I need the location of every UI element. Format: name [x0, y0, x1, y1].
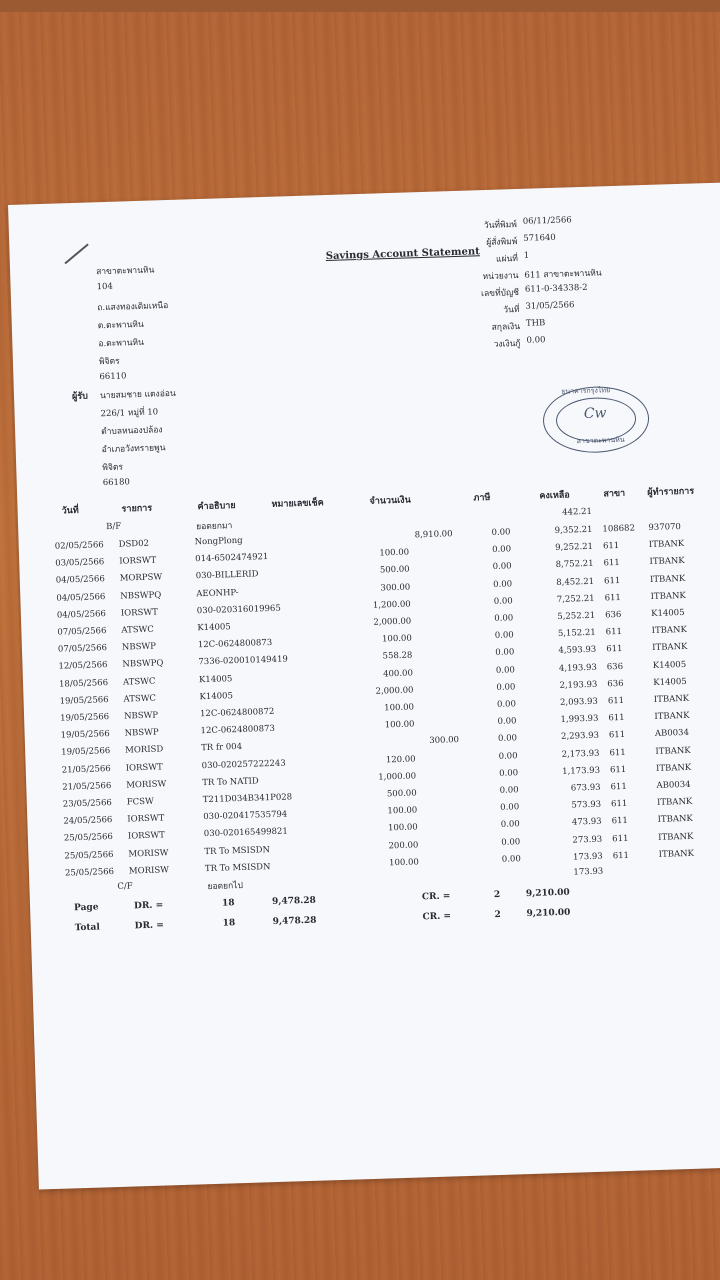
meta-value: 31/05/2566: [525, 300, 575, 312]
row-debit: 2,000.00: [375, 685, 414, 697]
row-tax: 0.00: [500, 802, 520, 814]
row-desc: AEONHP-: [196, 587, 239, 599]
row-debit: 400.00: [383, 668, 414, 680]
row-desc: K14005: [198, 673, 233, 685]
recipient-line-4: อำเภอวังทรายพูน: [101, 443, 166, 456]
summary-cr-label: CR. =: [421, 891, 451, 903]
row-tax: 0.00: [500, 819, 520, 831]
row-teller: ITBANK: [653, 693, 690, 705]
summary-label: Page: [73, 902, 99, 914]
meta-label: วันที่พิมพ์: [483, 220, 518, 232]
row-teller: ITBANK: [650, 590, 686, 602]
row-code: MORISD: [125, 744, 164, 756]
row-teller: ITBANK: [658, 831, 694, 843]
meta-value: 0.00: [526, 335, 546, 346]
row-debit: 100.00: [387, 805, 418, 817]
row-balance: 9,252.21: [555, 541, 594, 554]
row-teller: ITBANK: [649, 556, 685, 568]
row-code: ATSWC: [122, 676, 156, 688]
row-date: 19/05/2566: [61, 746, 111, 758]
row-debit: 100.00: [384, 702, 415, 714]
row-desc: 12C-0624800873: [200, 724, 276, 737]
statement-title: Savings Account Statement: [325, 246, 480, 263]
row-date: 07/05/2566: [57, 626, 107, 638]
row-branch: 611: [610, 781, 627, 793]
row-teller: AB0034: [656, 779, 691, 791]
row-teller: ITBANK: [652, 642, 688, 654]
bf-desc: ยอดยกมา: [196, 521, 233, 533]
row-desc: NongPlong: [194, 535, 243, 548]
summary-cr-label: CR. =: [422, 911, 452, 923]
cf-desc: ยอดยกไป: [207, 880, 244, 893]
row-branch: 611: [607, 695, 625, 707]
summary-dr-count: 18: [222, 918, 236, 929]
row-debit: 2,000.00: [373, 616, 412, 628]
row-debit: 100.00: [387, 822, 418, 834]
summary-cr-amount: 9,210.00: [525, 887, 570, 900]
row-code: MORPSW: [119, 572, 163, 585]
meta-value: 1: [523, 250, 530, 261]
row-desc: TR To MSISDN: [204, 844, 271, 857]
row-tax: 0.00: [493, 596, 513, 607]
summary-label: Total: [74, 922, 100, 934]
stamp-signature: Cw: [583, 405, 607, 423]
row-desc: 12C-0624800872: [199, 706, 275, 720]
row-tax: 0.00: [494, 630, 514, 642]
row-date: 24/05/2566: [63, 815, 113, 827]
row-branch: 611: [602, 541, 620, 552]
row-teller: 937070: [648, 522, 682, 534]
bf-code: B/F: [106, 521, 122, 533]
row-tax: 0.00: [493, 578, 513, 590]
row-balance: 473.93: [571, 817, 602, 828]
row-debit: 100.00: [384, 719, 415, 731]
row-balance: 173.93: [572, 851, 603, 863]
col-header-date: วันที่: [61, 505, 79, 517]
row-tax: 0.00: [495, 647, 515, 659]
row-debit: 300.00: [380, 582, 411, 594]
row-debit: 100.00: [381, 633, 412, 645]
meta-value: 06/11/2566: [522, 215, 572, 227]
row-branch: 636: [606, 661, 624, 673]
row-debit: 100.00: [379, 547, 410, 559]
row-code: IORSWT: [120, 607, 158, 619]
summary-dr-label: DR. =: [134, 920, 164, 932]
row-teller: ITBANK: [655, 762, 692, 774]
row-tax: 0.00: [491, 544, 512, 556]
row-balance: 8,452.21: [556, 576, 595, 588]
row-desc: 030-020417535794: [203, 809, 288, 823]
row-desc: TR To NATID: [202, 776, 259, 788]
row-branch: 611: [610, 799, 628, 810]
row-teller: ITBANK: [651, 625, 688, 637]
row-balance: 2,093.93: [559, 696, 599, 708]
row-branch: 611: [605, 627, 623, 638]
row-tax: 0.00: [501, 836, 521, 848]
row-date: 21/05/2566: [61, 763, 111, 776]
row-code: NBSWP: [121, 641, 157, 653]
meta-value: 611 สาขาตะพานหิน: [524, 268, 602, 281]
row-balance: 5,252.21: [557, 610, 596, 622]
row-code: MORISW: [128, 865, 170, 877]
recipient-line-2: 226/1 หมู่ที่ 10: [100, 407, 159, 420]
meta-label: หน่วยงาน: [482, 271, 519, 283]
branch-line-4: ต.ตะพานหิน: [97, 319, 144, 332]
meta-label: แผ่นที่: [495, 254, 519, 265]
cf-balance: 173.93: [573, 866, 604, 878]
row-code: NBSWPQ: [122, 658, 164, 671]
row-balance: 273.93: [572, 834, 603, 846]
row-balance: 7,252.21: [556, 593, 595, 605]
row-debit: 100.00: [388, 857, 420, 869]
row-date: 25/05/2566: [64, 849, 114, 862]
row-code: DSD02: [118, 538, 150, 550]
summary-dr-count: 18: [221, 898, 235, 909]
row-desc: TR To MSISDN: [204, 861, 271, 874]
row-code: IORSWT: [127, 813, 165, 825]
table-edge: [0, 0, 720, 12]
stamp-bottom-text: สาขาตะพานหิน: [576, 435, 625, 446]
row-branch: 636: [607, 678, 624, 690]
row-desc: 030-020257222243: [201, 758, 286, 771]
row-date: 04/05/2566: [55, 574, 105, 587]
row-debit: 120.00: [385, 754, 416, 765]
branch-line-1: สาขาตะพานหิน: [95, 265, 155, 278]
row-date: 12/05/2566: [58, 660, 108, 673]
row-desc: T211D034B341P028: [202, 792, 293, 806]
summary-cr-count: 2: [494, 909, 501, 921]
row-debit: 1,000.00: [378, 771, 417, 783]
summary-dr-amount: 9,478.28: [272, 915, 317, 928]
row-branch: 611: [609, 764, 627, 776]
col-header-desc: คำอธิบาย: [197, 501, 236, 513]
row-code: ATSWC: [121, 624, 154, 636]
row-balance: 5,152.21: [557, 627, 596, 640]
row-branch: 611: [604, 592, 622, 604]
row-branch: 611: [606, 644, 623, 655]
row-code: NBSWP: [123, 710, 159, 722]
row-teller: ITBANK: [657, 814, 693, 826]
row-code: IORSWT: [125, 762, 163, 774]
row-teller: ITBANK: [654, 711, 690, 723]
recipient-label: ผู้รับ: [71, 391, 89, 403]
row-tax: 0.00: [501, 854, 521, 865]
row-branch: 611: [611, 816, 629, 827]
row-balance: 573.93: [571, 799, 602, 811]
row-code: MORISW: [128, 847, 169, 860]
page-summary-row: [30, 883, 720, 914]
row-teller: ITBANK: [658, 848, 695, 860]
row-teller: ITBANK: [656, 796, 693, 809]
row-code: IORSWT: [127, 830, 166, 842]
row-balance: 8,752.21: [555, 559, 594, 571]
row-date: 04/05/2566: [56, 591, 106, 604]
row-code: FCSW: [126, 796, 154, 808]
meta-label: วันที่: [503, 304, 520, 316]
row-branch: 108682: [602, 523, 636, 535]
meta-value: THB: [525, 318, 546, 329]
row-teller: ITBANK: [655, 745, 691, 757]
col-header-amount: จำนวนเงิน: [369, 495, 411, 507]
row-date: 03/05/2566: [55, 557, 105, 569]
row-desc: TR fr 004: [201, 742, 243, 754]
row-balance: 1,173.93: [562, 765, 601, 777]
row-tax: 0.00: [494, 613, 514, 624]
row-tax: 0.00: [497, 716, 517, 728]
row-teller: K14005: [652, 659, 687, 671]
row-teller: ITBANK: [648, 539, 685, 551]
row-teller: K14005: [653, 676, 687, 688]
row-code: ATSWC: [123, 693, 157, 705]
bf-balance: 442.21: [562, 506, 593, 518]
branch-line-3: ถ.แสงทองเดิมเหนือ: [97, 301, 169, 314]
summary-cr-amount: 9,210.00: [526, 907, 571, 920]
pen-mark: [64, 244, 88, 265]
row-branch: 611: [603, 575, 621, 587]
row-date: 07/05/2566: [57, 643, 108, 655]
row-balance: 2,173.93: [561, 748, 600, 760]
row-balance: 9,352.21: [554, 524, 593, 536]
row-balance: 673.93: [570, 782, 601, 794]
summary-cr-count: 2: [493, 889, 501, 901]
row-teller: K14005: [651, 607, 685, 619]
row-tax: 0.00: [492, 561, 512, 573]
row-desc: 030-020316019965: [196, 603, 281, 617]
row-credit: 8,910.00: [414, 529, 453, 541]
row-desc: 030-020165499821: [203, 826, 288, 840]
row-desc: K14005: [199, 690, 234, 703]
recipient-line-1: นายสมชาย แตงอ่อน: [99, 388, 176, 402]
col-header-teller: ผู้ทำรายการ: [647, 486, 695, 499]
bank-stamp: [542, 385, 650, 454]
recipient-line-5: พิจิตร: [102, 462, 124, 474]
row-date: 21/05/2566: [62, 780, 112, 793]
row-date: 25/05/2566: [64, 866, 115, 879]
row-desc: K14005: [197, 622, 231, 634]
row-branch: 636: [605, 609, 622, 621]
row-date: 02/05/2566: [54, 540, 104, 552]
row-desc: 030-BILLERID: [195, 569, 259, 582]
row-tax: 0.00: [496, 682, 516, 693]
row-debit: 500.00: [386, 788, 417, 800]
meta-label: สกุลเงิน: [491, 321, 521, 333]
row-date: 18/05/2566: [58, 677, 109, 690]
branch-line-2: 104: [96, 281, 114, 293]
meta-value: 611-0-34338-2: [524, 282, 588, 295]
row-tax: 0.00: [498, 750, 518, 762]
row-debit: 500.00: [379, 564, 410, 576]
row-desc: 7336-020010149419: [198, 654, 288, 668]
stamp-top-text: ธนาคารกรุงไทย: [561, 386, 611, 396]
col-header-balance: คงเหลือ: [539, 490, 570, 502]
row-branch: 611: [603, 558, 620, 569]
meta-label: วงเงินกู้: [493, 338, 521, 350]
statement-paper: [8, 182, 720, 1189]
row-tax: 0.00: [495, 664, 516, 676]
cf-code: C/F: [117, 881, 133, 892]
row-branch: 611: [612, 833, 629, 844]
row-tax: 0.00: [496, 699, 517, 710]
col-header-code: รายการ: [121, 503, 153, 515]
row-debit: 200.00: [388, 840, 419, 851]
row-branch: 611: [608, 730, 626, 741]
row-balance: 1,993.93: [560, 713, 599, 726]
row-debit: 1,200.00: [372, 599, 411, 611]
row-tax: 0.00: [499, 768, 519, 779]
row-date: 23/05/2566: [62, 798, 112, 810]
row-code: NBSWPQ: [120, 589, 162, 602]
col-header-branch: สาขา: [603, 488, 626, 500]
row-date: 25/05/2566: [63, 832, 114, 844]
row-balance: 4,193.93: [558, 662, 597, 674]
row-code: MORISW: [126, 779, 167, 791]
row-balance: 2,293.93: [560, 731, 600, 743]
row-balance: 2,193.93: [559, 679, 598, 691]
row-tax: 0.00: [491, 527, 511, 538]
row-code: NBSWP: [124, 727, 159, 739]
row-code: IORSWT: [119, 555, 157, 567]
row-desc: 014-6502474921: [195, 552, 269, 565]
row-debit: 558.28: [382, 650, 413, 662]
row-balance: 4,593.93: [558, 645, 597, 657]
row-credit: 300.00: [429, 735, 460, 747]
row-date: 19/05/2566: [60, 729, 110, 741]
row-branch: 611: [608, 713, 625, 724]
row-desc: 12C-0624800873: [197, 638, 273, 651]
branch-line-6: พิจิตร: [98, 356, 120, 368]
row-date: 19/05/2566: [59, 694, 109, 707]
row-branch: 611: [609, 747, 626, 758]
branch-line-5: อ.ตะพานหิน: [98, 337, 145, 350]
col-header-cheque: หมายเลขเช็ค: [271, 498, 324, 510]
row-tax: 0.00: [497, 733, 518, 745]
col-header-tax: ภาษี: [473, 492, 491, 504]
row-date: 19/05/2566: [60, 712, 110, 724]
meta-label: ผู้สั่งพิมพ์: [486, 237, 518, 248]
branch-line-7: 66110: [99, 371, 127, 383]
row-date: 04/05/2566: [56, 608, 107, 621]
row-teller: ITBANK: [649, 573, 686, 585]
summary-dr-label: DR. =: [133, 900, 164, 912]
row-tax: 0.00: [499, 785, 519, 796]
row-branch: 611: [612, 850, 630, 862]
recipient-line-3: ตำบลหนองปล้อง: [101, 425, 163, 438]
recipient-line-6: 66180: [102, 477, 130, 489]
summary-dr-amount: 9,478.28: [271, 895, 317, 908]
meta-value: 571640: [523, 232, 556, 244]
row-teller: AB0034: [654, 728, 690, 740]
meta-label: เลขที่บัญชี: [480, 287, 520, 300]
